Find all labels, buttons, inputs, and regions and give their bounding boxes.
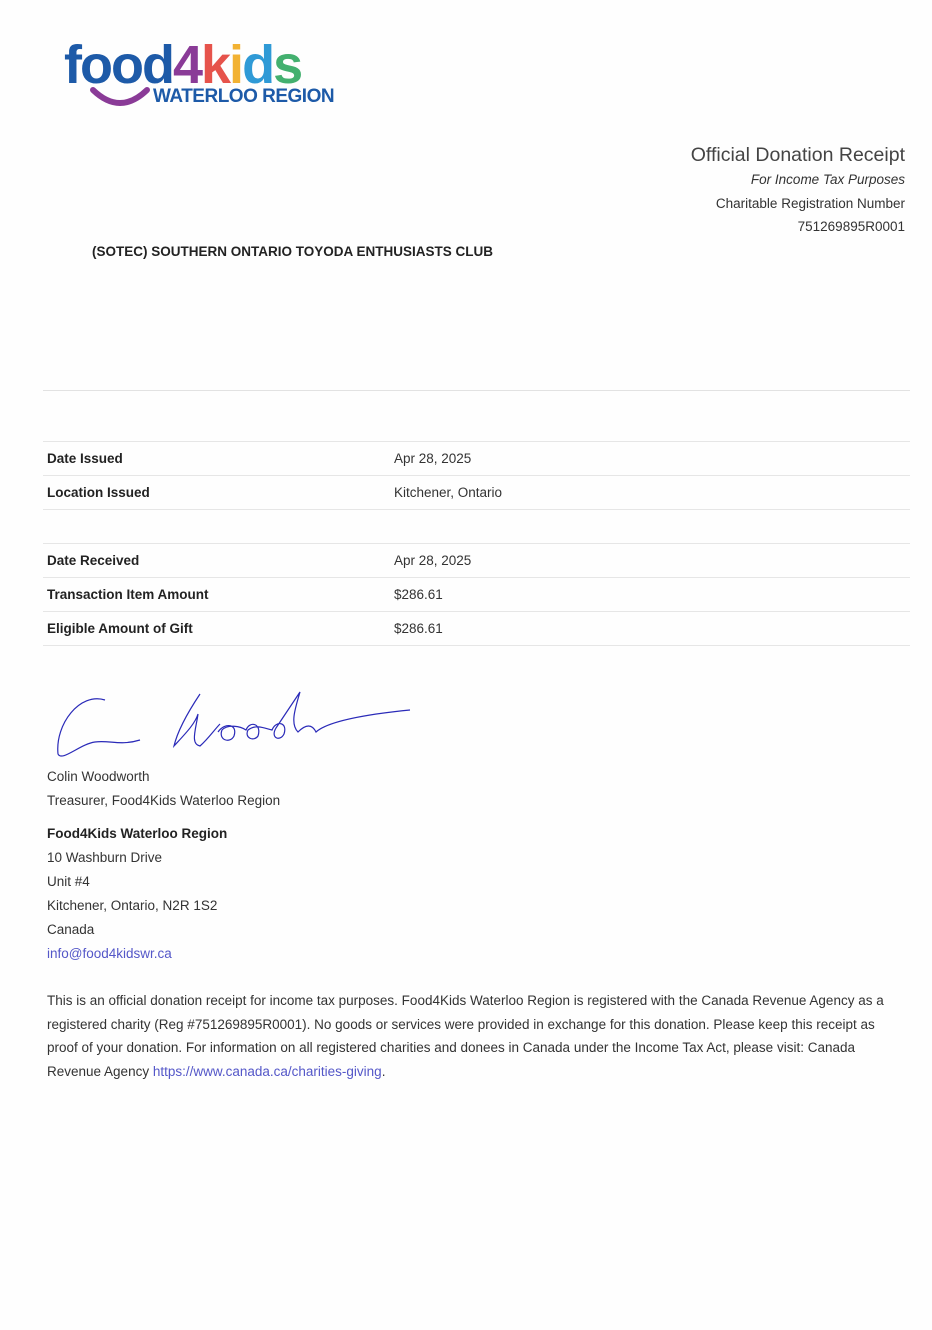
- signatory-block: [47, 765, 280, 813]
- row-value: $286.61: [394, 621, 443, 636]
- row-label: Date Issued: [47, 451, 123, 466]
- registration-label: Charitable Registration Number: [715, 195, 905, 211]
- logo-wordmark: food4kids: [64, 35, 302, 95]
- table-row: [43, 510, 910, 544]
- signatory-name: Colin Woodworth: [47, 769, 150, 784]
- row-label: Eligible Amount of Gift: [47, 621, 193, 636]
- row-label: Date Received: [47, 553, 140, 568]
- address-city: Kitchener, Ontario, N2R 1S2: [47, 898, 218, 913]
- table-row: [43, 391, 910, 442]
- receipt-subtitle: For Income Tax Purposes: [750, 172, 905, 187]
- table-row: [43, 442, 910, 476]
- address-country: Canada: [47, 922, 95, 937]
- receipt-header: [691, 142, 905, 239]
- organization-name: Food4Kids Waterloo Region: [47, 826, 228, 841]
- donor-name: (SOTEC) SOUTHERN ONTARIO TOYODA ENTHUSIASTS CLUB: [92, 244, 494, 259]
- notice-text: This is an official donation receipt for income tax purposes. Food4Kids Waterloo Region is registered with the Canada Revenue Agency as a registered charity (Reg #751269895R0001). No goods or services were provided in exchange for this donation. Please keep this receipt as proof of your donation. For information on all registered charities and donees in Canada under the Income Tax Act, please visit: Canada Revenue Agency: [47, 993, 884, 1080]
- address-line-1: 10 Washburn Drive: [47, 850, 163, 865]
- receipt-details-table: [43, 390, 910, 646]
- table-row: [43, 612, 910, 646]
- signature-image: [50, 684, 420, 764]
- registration-number: 751269895R0001: [797, 219, 905, 234]
- signatory-title: Treasurer, Food4Kids Waterloo Region: [47, 793, 281, 808]
- email-link[interactable]: info@food4kidswr.ca: [47, 946, 172, 961]
- row-value: Apr 28, 2025: [394, 451, 472, 466]
- table-row: [43, 476, 910, 510]
- food4kids-logo: [64, 34, 334, 114]
- smile-icon: [90, 86, 150, 110]
- tax-notice: [47, 989, 909, 1084]
- cra-link[interactable]: https://www.canada.ca/charities-giving: [152, 1064, 382, 1080]
- logo-region: WATERLOO REGION: [153, 86, 335, 107]
- row-value: Kitchener, Ontario: [394, 485, 503, 500]
- row-label: Transaction Item Amount: [47, 587, 209, 602]
- row-label: Location Issued: [47, 485, 150, 500]
- receipt-title: Official Donation Receipt: [690, 144, 905, 166]
- organization-address: [47, 822, 227, 966]
- address-line-2: Unit #4: [47, 874, 90, 889]
- row-value: $286.61: [394, 587, 443, 602]
- table-row: [43, 578, 910, 612]
- row-value: Apr 28, 2025: [394, 553, 472, 568]
- notice-end: .: [381, 1064, 386, 1080]
- table-row: [43, 544, 910, 578]
